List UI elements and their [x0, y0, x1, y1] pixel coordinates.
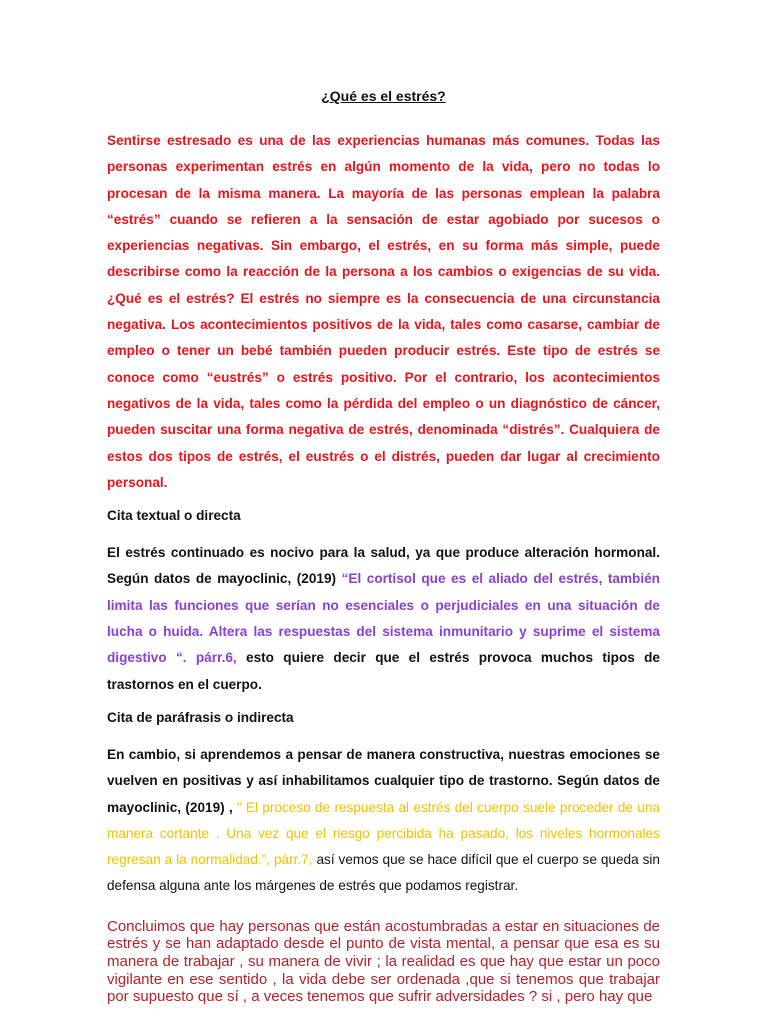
paraphrase-quote-text: “ El proceso de respuesta al estrés del cuerpo suele proceder de una manera cortante . Una vez que el riesgo percibida ha pasado, los niveles hormonales regresan a la normalidad.”, párr.7, [107, 799, 660, 868]
paraphrase-tail: así vemos que se hace difícil que el cuerpo se queda sin defensa alguna ante los márgenes de estrés que podamos registrar. [107, 852, 660, 894]
direct-quote-lead: El estrés continuado es nocivo para la salud, ya que produce alteración hormonal. Según datos de mayoclinic, (2019) [107, 545, 660, 587]
paraphrase-lead: En cambio, si aprendemos a pensar de manera constructiva, nuestras emociones se vuelven en positivas y así inhabilitamos cualquier tipo de trastorno. Según datos de mayoclinic, (2019) , [107, 746, 660, 815]
direct-quote-text: “El cortisol que es el aliado del estrés, también limita las funciones que serían no esenciales o perjudiciales en una situación de lucha o huida. Altera las respuestas del sistema inmunitario y suprime el sistema digestivo “. párr.6, [107, 571, 660, 666]
page-title: ¿Qué es el estrés? [321, 88, 446, 104]
conclusion-paragraph: Concluimos que hay personas que están acostumbradas a estar en situaciones de estrés y se han adaptado desde el punto de vista mental, a pensar que esa es su manera de trabajar , su manera de vivir ; la realidad es que hay que estar un poco vigilante en ese sentido , la vida debe ser ordenada ,que si tenemos que trabajar por supuesto que sí , a veces tenemos que sufrir adversidades ? si , pero hay que [107, 917, 660, 1006]
intro-paragraph: Sentirse estresado es una de las experiencias humanas más comunes. Todas las personas experimentan estrés en algún momento de la vida, pero no todas lo procesan de la misma manera. La mayoría de las personas emplean la palabra “estrés” cuando se refieren a la sensación de estar agobiado por sucesos o experiencias negativas. Sin embargo, el estrés, en su forma más simple, puede describirse como la reacción de la persona a los cambios o exigencias de su vida. ¿Qué es el estrés? El estrés no siempre es la consecuencia de una circunstancia negativa. Los acontecimientos positivos de la vida, tales como casarse, cambiar de empleo o tener un bebé también pueden producir estrés. Este tipo de estrés se conoce como “eustrés” o estrés positivo. Por el contrario, los acontecimientos negativos de la vida, tales como la pérdida del empleo o un diagnóstico de cáncer, pueden suscitar una forma negativa de estrés, denominada “distrés”. Cualquiera de estos dos tipos de estrés, el eustrés o el distrés, pueden dar lugar al crecimiento personal. [107, 133, 660, 490]
direct-quote-tail: esto quiere decir que el estrés provoca muchos tipos de trastornos en el cuerpo. [107, 650, 660, 692]
document-body [107, 86, 660, 1006]
paraphrase-paragraph [107, 742, 660, 900]
direct-quote-paragraph [107, 540, 660, 698]
section-heading-paraphrase: Cita de paráfrasis o indirecta [107, 709, 294, 725]
section-heading-direct-quote: Cita textual o directa [107, 508, 241, 524]
